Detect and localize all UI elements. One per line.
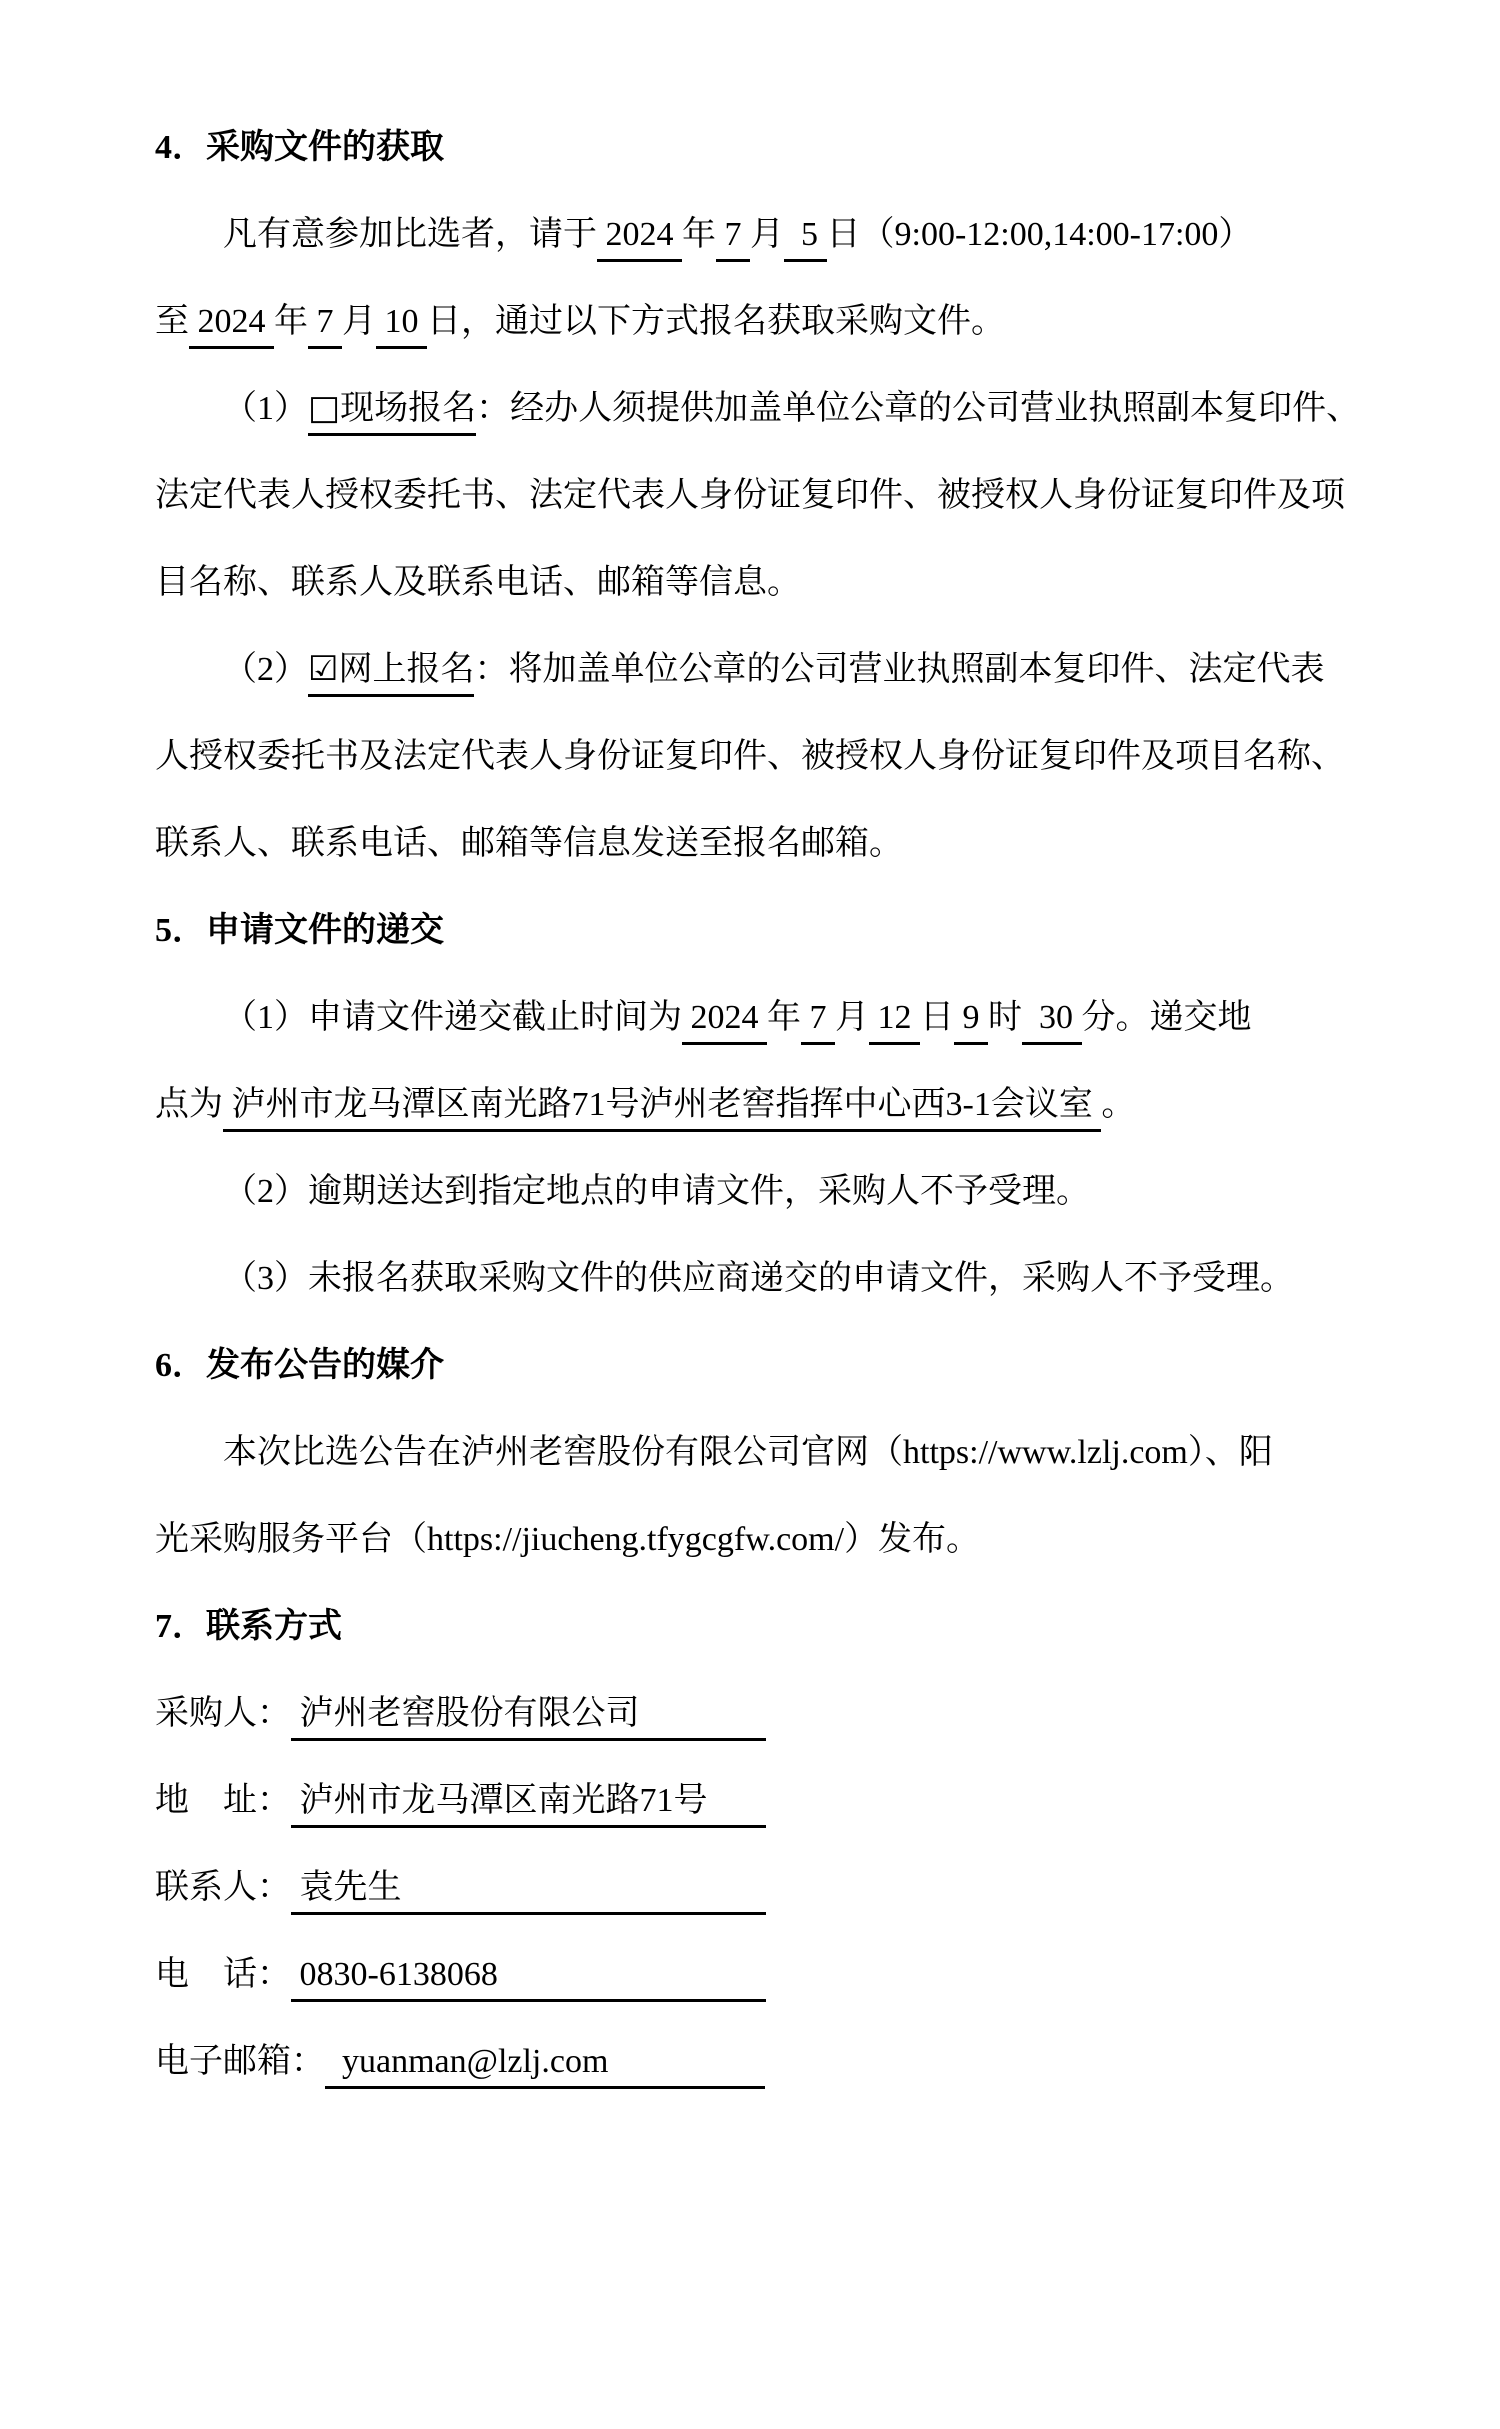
field-label: 电子邮箱： — [155, 2043, 325, 2080]
year-blank: 2024 — [597, 214, 682, 262]
contact-purchaser-row — [155, 1670, 1370, 1757]
paragraph-announcement-media-line-1 — [155, 1409, 1370, 1496]
body-text: 。 — [1101, 1086, 1136, 1123]
paragraph-online-registration-line-2 — [155, 713, 1370, 800]
body-text: 法定代表人授权委托书、法定代表人身份证复印件、被授权人身份证复印件及项 — [155, 477, 1345, 514]
item-number: （2） — [223, 651, 308, 688]
paragraph-submission-deadline-line-2 — [155, 1061, 1370, 1148]
phone-value: 0830-6138068 — [291, 1954, 766, 2002]
body-text: ）、阳 — [1187, 1434, 1273, 1471]
online-registration-label: 网上报名 — [338, 651, 475, 688]
body-text: ：经办人须提供加盖单位公章的公司营业执照副本复印件、 — [476, 390, 1361, 427]
body-text: 光采购服务平台（ — [155, 1521, 427, 1558]
paragraph-onsite-registration-line-3 — [155, 539, 1370, 626]
body-text: 人授权委托书及法定代表人身份证复印件、被授权人身份证复印件及项目名称、 — [155, 738, 1345, 775]
contact-phone-row — [155, 1931, 1370, 2018]
item-number: （1） — [223, 390, 308, 427]
heading-text: 4．采购文件的获取 — [155, 129, 444, 166]
paragraph-registration-period-line-1 — [155, 191, 1370, 278]
paragraph-late-submission — [155, 1148, 1370, 1235]
field-label: 联系人： — [155, 1869, 291, 1906]
body-text: （1）申请文件递交截止时间为 — [223, 999, 682, 1036]
paragraph-registration-period-line-2 — [155, 278, 1370, 365]
hour-blank: 9 — [954, 997, 988, 1045]
body-text: 本次比选公告在泸州老窖股份有限公司官网（ — [223, 1434, 903, 1471]
day-blank: 12 — [869, 997, 920, 1045]
body-text: 月 — [750, 216, 784, 253]
month-blank: 7 — [801, 997, 835, 1045]
submission-place-blank: 泸州市龙马潭区南光路71号泸州老窖指挥中心西3-1会议室 — [223, 1084, 1101, 1132]
body-text: 凡有意参加比选者，请于 — [223, 216, 597, 253]
body-text: 时 — [988, 999, 1022, 1036]
address-value: 泸州市龙马潭区南光路71号 — [291, 1780, 766, 1828]
body-text: 目名称、联系人及联系电话、邮箱等信息。 — [155, 564, 801, 601]
day-blank: 10 — [376, 301, 427, 349]
paragraph-onsite-registration-line-1 — [155, 365, 1370, 452]
field-label: 地 址： — [155, 1782, 291, 1819]
body-text: 至 — [155, 303, 189, 340]
field-label: 电 话： — [155, 1956, 291, 1993]
contact-email-row — [155, 2018, 1370, 2105]
body-text: 点为 — [155, 1086, 223, 1123]
body-text: 联系人、联系电话、邮箱等信息发送至报名邮箱。 — [155, 825, 903, 862]
year-blank: 2024 — [189, 301, 274, 349]
contact-person-value: 袁先生 — [291, 1867, 766, 1915]
year-blank: 2024 — [682, 997, 767, 1045]
body-text: 月 — [835, 999, 869, 1036]
paragraph-onsite-registration-line-2 — [155, 452, 1370, 539]
body-text: 日 — [920, 999, 954, 1036]
day-blank: 5 — [784, 214, 827, 262]
month-blank: 7 — [308, 301, 342, 349]
body-text: 年 — [274, 303, 308, 340]
purchaser-value: 泸州老窖股份有限公司 — [291, 1693, 766, 1741]
paragraph-submission-deadline-line-1 — [155, 974, 1370, 1061]
body-text: ：将加盖单位公章的公司营业执照副本复印件、法定代表 — [474, 651, 1325, 688]
section-heading-7 — [155, 1583, 1370, 1670]
heading-text: 5．申请文件的递交 — [155, 912, 444, 949]
official-website-url: https://www.lzlj.com — [903, 1434, 1188, 1471]
section-heading-6 — [155, 1322, 1370, 1409]
platform-url: https://jiucheng.tfygcgfw.com/ — [427, 1521, 845, 1558]
body-text: 年 — [682, 216, 716, 253]
body-text: ）发布。 — [844, 1521, 981, 1558]
body-text: （3）未报名获取采购文件的供应商递交的申请文件，采购人不予受理。 — [223, 1260, 1294, 1297]
body-text: （2）逾期送达到指定地点的申请文件，采购人不予受理。 — [223, 1173, 1090, 1210]
paragraph-unregistered-supplier — [155, 1235, 1370, 1322]
section-heading-5 — [155, 887, 1370, 974]
body-text: 分。递交地 — [1081, 999, 1252, 1036]
heading-text: 6．发布公告的媒介 — [155, 1347, 444, 1384]
paragraph-online-registration-line-1 — [155, 626, 1370, 713]
heading-text: 7．联系方式 — [155, 1608, 342, 1645]
contact-person-row — [155, 1844, 1370, 1931]
field-label: 采购人： — [155, 1695, 291, 1732]
checkbox-unchecked-icon: □ — [308, 388, 341, 428]
paragraph-online-registration-line-3 — [155, 800, 1370, 887]
body-text: 年 — [767, 999, 801, 1036]
checkbox-checked-icon: ☑ — [308, 649, 339, 689]
month-blank: 7 — [716, 214, 750, 262]
email-value: yuanman@lzlj.com — [325, 2041, 765, 2089]
section-heading-4 — [155, 104, 1370, 191]
contact-address-row — [155, 1757, 1370, 1844]
paragraph-announcement-media-line-2 — [155, 1496, 1370, 1583]
body-text: 月 — [342, 303, 376, 340]
minute-blank: 30 — [1022, 997, 1082, 1045]
onsite-registration-label: 现场报名 — [340, 390, 477, 427]
body-text: 日（9:00-12:00,14:00-17:00） — [826, 216, 1253, 253]
body-text: 日，通过以下方式报名获取采购文件。 — [427, 303, 1005, 340]
